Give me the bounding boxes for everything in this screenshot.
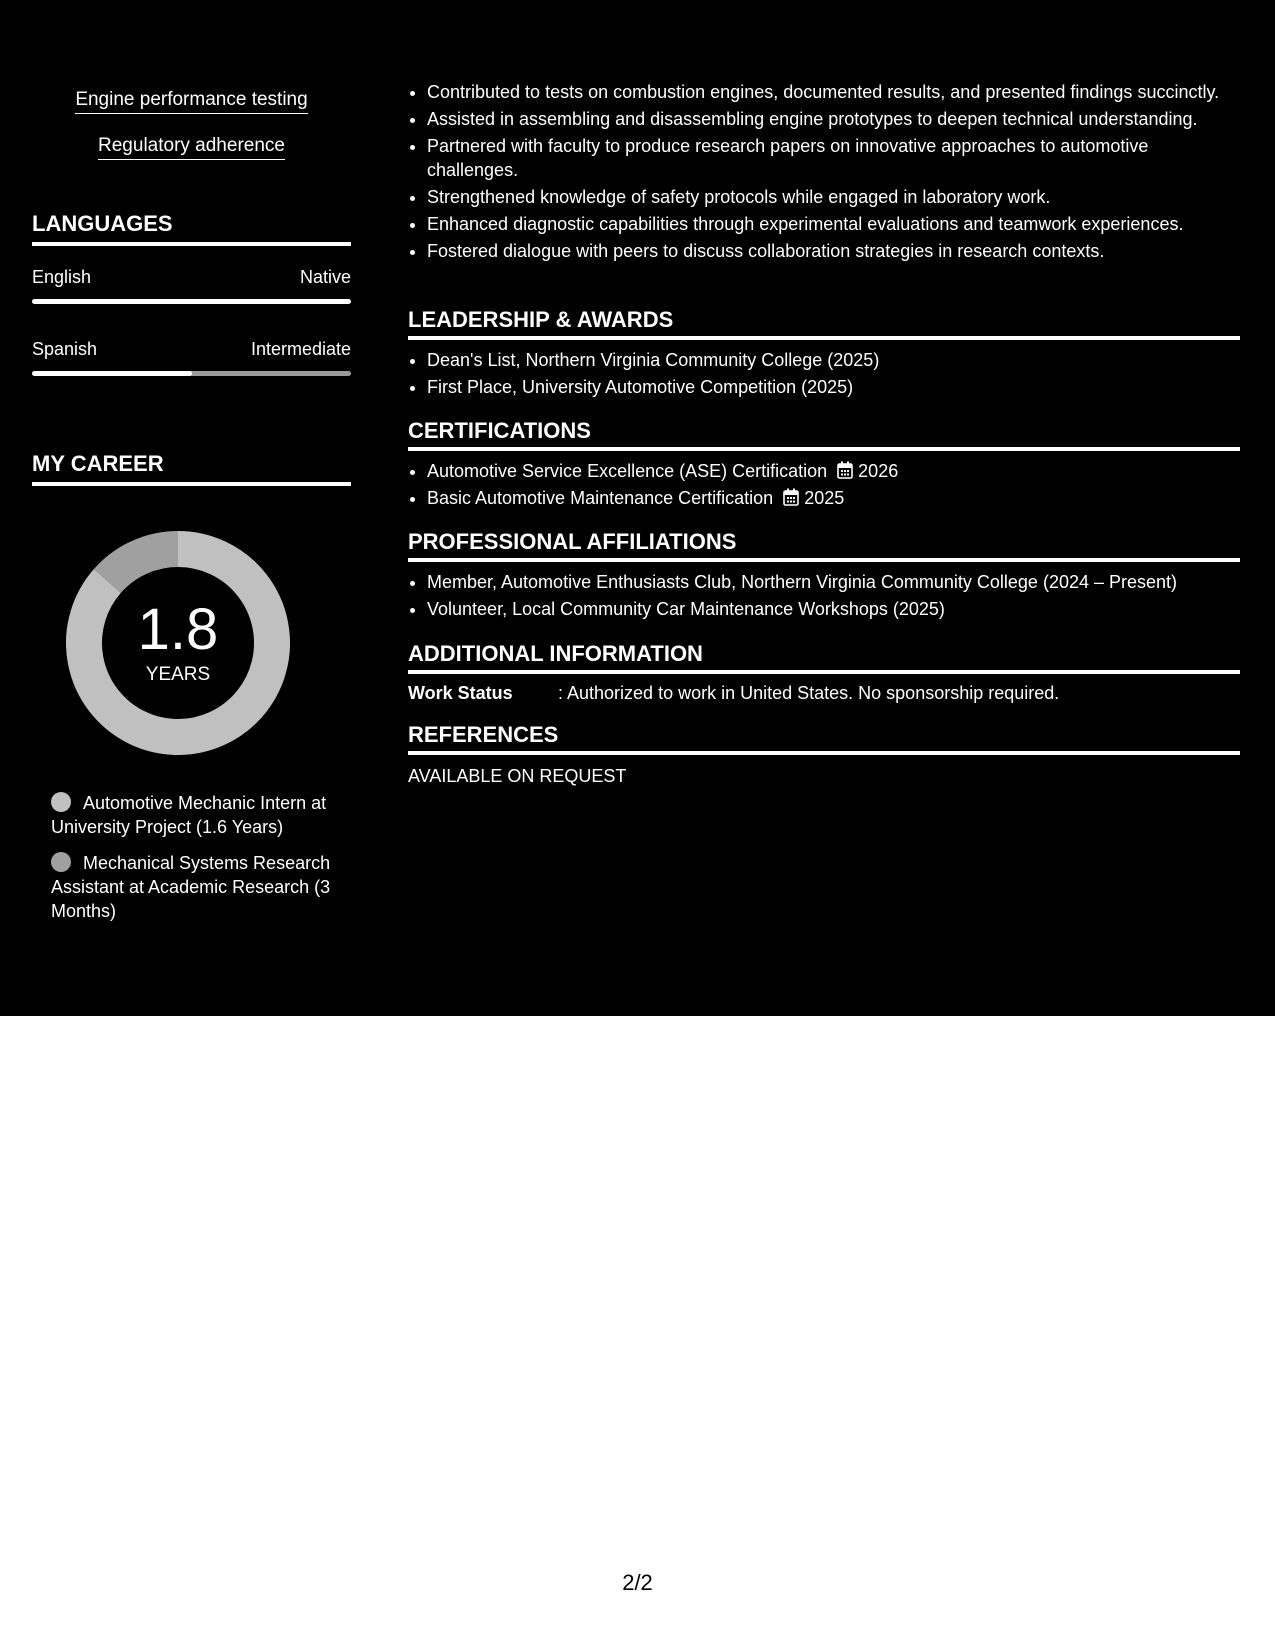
main-column: [408, 0, 1240, 1016]
certifications-section: [408, 418, 1240, 513]
leadership-heading: LEADERSHIP & AWARDS: [408, 307, 1240, 340]
languages-section: [32, 211, 351, 376]
career-heading: MY CAREER: [32, 451, 351, 486]
language-name: English: [32, 267, 92, 287]
career-section: [32, 451, 351, 921]
affiliations-section: [408, 529, 1240, 624]
additional-info-section: [408, 641, 1240, 705]
calendar-icon: [837, 461, 853, 479]
language-row: [32, 338, 351, 376]
certification-name: Automotive Service Excellence (ASE) Certification: [427, 461, 828, 481]
skill-item: Engine performance testing: [32, 88, 351, 114]
experience-bullet: • Contributed to tests on combustion engines, documented results, and presented findings succinctly.: [427, 80, 1240, 104]
certification-name: Basic Automotive Maintenance Certification: [427, 488, 774, 508]
additional-info-heading: ADDITIONAL INFORMATION: [408, 641, 1240, 674]
experience-bullet: • Fostered dialogue with peers to discuss collaboration strategies in research contexts.: [427, 239, 1240, 263]
experience-bullet: • Partnered with faculty to produce research papers on innovative approaches to automotive challenges.: [427, 134, 1240, 182]
leadership-item: • Dean's List, Northern Virginia Community College (2025): [427, 348, 1240, 372]
work-status-value: : Authorized to work in United States. No sponsorship required.: [558, 683, 1060, 703]
leadership-section: [408, 307, 1240, 402]
languages-heading: LANGUAGES: [32, 211, 351, 246]
references-heading: REFERENCES: [408, 722, 1240, 755]
certifications-heading: CERTIFICATIONS: [408, 418, 1240, 451]
affiliations-list: [408, 570, 1240, 621]
career-total: 1.8: [137, 597, 219, 662]
career-legend-item: Mechanical Systems Research Assistant at Academic Research (3 Months): [51, 853, 331, 921]
references-text: AVAILABLE ON REQUEST: [408, 766, 627, 786]
experience-bullet: • Strengthened knowledge of safety protocols while engaged in laboratory work.: [427, 185, 1240, 209]
certification-year: 2026: [858, 461, 899, 481]
references-section: [408, 722, 1240, 788]
experience-bullet: • Assisted in assembling and disassembling engine prototypes to deepen technical understanding.: [427, 107, 1240, 131]
language-level: Intermediate: [250, 339, 351, 359]
career-unit: YEARS: [145, 664, 211, 685]
sidebar: [32, 0, 351, 1016]
career-legend-item: Automotive Mechanic Intern at University Project (1.6 Years): [51, 793, 327, 837]
language-proficiency-bar: [32, 299, 351, 304]
language-proficiency-fill: [32, 371, 192, 376]
language-proficiency-fill: [32, 299, 351, 304]
certification-item: [427, 486, 1240, 510]
leadership-list: [408, 348, 1240, 399]
career-legend: [51, 791, 331, 935]
skill-item: Regulatory adherence: [32, 134, 351, 160]
experience-bullets: [408, 80, 1240, 263]
language-level: Native: [299, 267, 351, 287]
certification-item: [427, 459, 1240, 483]
certifications-list: [408, 459, 1240, 510]
work-status-row: [408, 681, 1240, 705]
certification-year: 2025: [804, 488, 845, 508]
affiliations-heading: PROFESSIONAL AFFILIATIONS: [408, 529, 1240, 562]
language-name: Spanish: [32, 339, 98, 359]
language-proficiency-bar: [32, 371, 351, 376]
affiliation-item: • Member, Automotive Enthusiasts Club, Northern Virginia Community College (2024 – Present): [427, 570, 1240, 594]
skills-list: [32, 88, 351, 180]
legend-dot-icon: [51, 852, 71, 872]
page-number: 2/2: [622, 1570, 653, 1595]
affiliation-item: • Volunteer, Local Community Car Maintenance Workshops (2025): [427, 597, 1240, 621]
experience-section: [408, 80, 1240, 266]
career-donut-segment: [107, 549, 178, 581]
legend-dot-icon: [51, 792, 71, 812]
calendar-icon: [783, 488, 799, 506]
leadership-item: • First Place, University Automotive Competition (2025): [427, 375, 1240, 399]
experience-bullet: • Enhanced diagnostic capabilities through experimental evaluations and teamwork experiences.: [427, 212, 1240, 236]
career-donut: [66, 531, 290, 755]
work-status-label: Work Status: [408, 683, 513, 703]
language-row: [32, 266, 351, 304]
